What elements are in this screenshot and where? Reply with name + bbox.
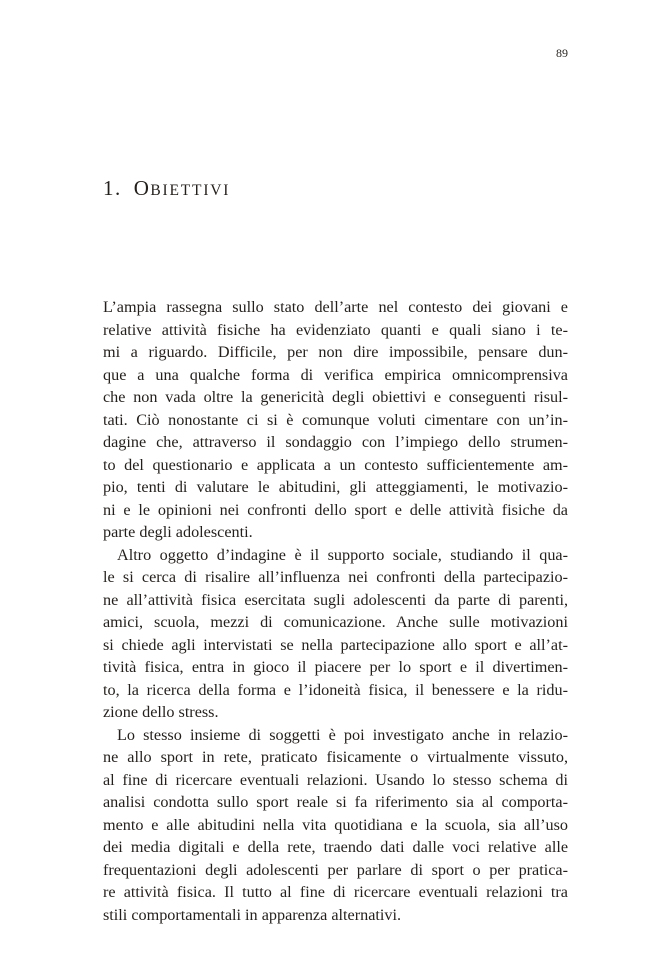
text-line: dagine che, attraverso il sondaggio con l’impiego dello strumen- bbox=[103, 433, 568, 451]
text-line: relative attività fisiche ha evidenziato quanti e quali siano i te- bbox=[103, 320, 568, 339]
body-text bbox=[103, 296, 568, 926]
text-line: Lo stesso insieme di soggetti è poi investigato anche in relazio- bbox=[117, 725, 568, 744]
paragraph-3 bbox=[103, 724, 568, 927]
text-line: frequentazioni degli adolescenti per parlare di sport o per pratica- bbox=[103, 860, 568, 879]
text-line: tività fisica, entra in gioco il piacere per lo sport e il divertimen- bbox=[103, 658, 568, 676]
text-line: parte degli adolescenti. bbox=[103, 523, 253, 541]
text-line: ne all’attività fisica esercitata sugli adolescenti da parte di parenti, bbox=[103, 590, 568, 609]
paragraph-1 bbox=[103, 296, 568, 544]
page-number: 89 bbox=[556, 46, 568, 60]
chapter-title-initial: O bbox=[133, 176, 151, 200]
text-line: mento e alle abitudini nella vita quotidiana e la scuola, sia all’uso bbox=[103, 815, 568, 834]
text-line: tati. Ciò nonostante ci si è comunque voluti cimentare con un’in- bbox=[103, 410, 568, 429]
text-line: analisi condotta sullo sport reale si fa riferimento sia al comporta- bbox=[103, 793, 568, 811]
text-line: to, la ricerca della forma e l’idoneità fisica, il benessere e la ridu- bbox=[103, 680, 568, 699]
text-line: al fine di ricercare eventuali relazioni. Usando lo stesso schema di bbox=[103, 770, 568, 789]
text-line: que a una qualche forma di verifica empirica omnicomprensiva bbox=[103, 365, 568, 384]
text-line: le si cerca di risalire all’influenza nei confronti della partecipazio- bbox=[103, 568, 568, 586]
chapter-number: 1. bbox=[103, 176, 122, 200]
text-line: mi a riguardo. Difficile, per non dire impossibile, pensare dun- bbox=[103, 343, 568, 361]
text-line: Altro oggetto d’indagine è il supporto sociale, studiando il qua- bbox=[117, 545, 568, 564]
chapter-title-rest: BIETTIVI bbox=[150, 182, 231, 199]
text-line: to del questionario e applicata a un contesto sufficientemente am- bbox=[103, 455, 568, 474]
text-line: stili comportamentali in apparenza alternativi. bbox=[103, 905, 402, 924]
text-line: ni e le opinioni nei confronti dello sport e delle attività fisiche da bbox=[103, 500, 568, 519]
text-line: dei media digitali e della rete, traendo dati dalle voci relative alle bbox=[103, 838, 568, 856]
chapter-heading bbox=[103, 176, 230, 201]
text-line: re attività fisica. Il tutto al fine di ricercare eventuali relazioni tra bbox=[103, 883, 568, 901]
text-line: zione dello stress. bbox=[103, 703, 219, 721]
paragraph-2 bbox=[103, 544, 568, 724]
text-line: amici, scuola, mezzi di comunicazione. Anche sulle motivazioni bbox=[103, 613, 568, 631]
text-line: pio, tenti di valutare le abitudini, gli atteggiamenti, le motivazio- bbox=[103, 478, 568, 496]
text-line: che non vada oltre la genericità degli obiettivi e conseguenti risul- bbox=[103, 388, 568, 406]
text-line: ne allo sport in rete, praticato fisicamente o virtualmente vissuto, bbox=[103, 748, 568, 766]
text-line: L’ampia rassegna sullo stato dell’arte nel contesto dei giovani e bbox=[103, 298, 568, 316]
text-line: si chiede agli intervistati se nella partecipazione allo sport e all’at- bbox=[103, 635, 568, 654]
